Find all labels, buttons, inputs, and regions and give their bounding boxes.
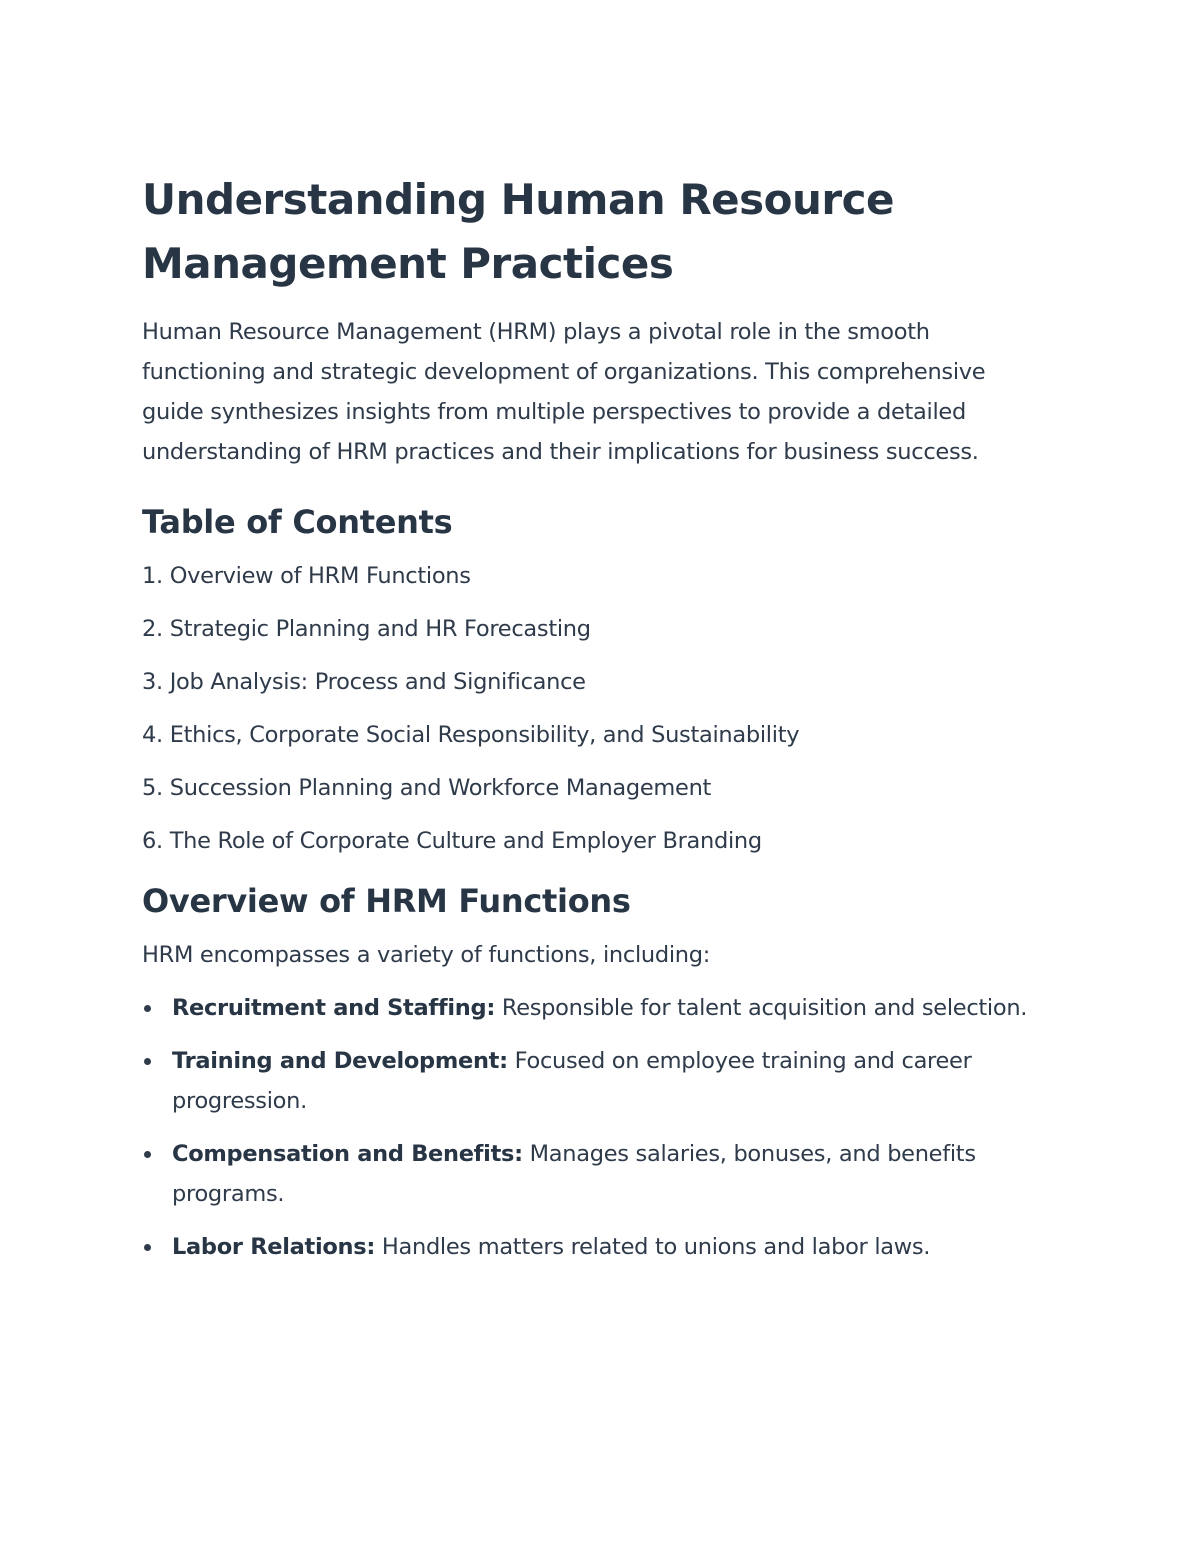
function-term: Compensation and Benefits: — [172, 1141, 523, 1167]
overview-lead: HRM encompasses a variety of functions, including: — [142, 942, 711, 968]
toc-heading: Table of Contents — [142, 503, 453, 541]
toc-item: 1. Overview of HRM Functions — [142, 563, 471, 589]
toc-item: 6. The Role of Corporate Culture and Employer Branding — [142, 828, 762, 854]
toc-item: 5. Succession Planning and Workforce Management — [142, 775, 712, 801]
document-title: Understanding Human Resource Management Practices — [142, 175, 894, 288]
list-item — [142, 1134, 1052, 1214]
toc-item: 4. Ethics, Corporate Social Responsibility, and Sustainability — [142, 722, 800, 748]
function-term: Training and Development: — [172, 1048, 508, 1074]
function-description: Focused on employee training and career progression. — [172, 1048, 972, 1114]
intro-paragraph: Human Resource Management (HRM) plays a pivotal role in the smooth functioning and strategic development of organizations. This comprehensive guide synthesizes insights from multiple perspectives to provide a detailed understanding of HRM practices and their implications for business success. — [142, 319, 986, 465]
toc-item: 2. Strategic Planning and HR Forecasting — [142, 616, 591, 642]
bullet-icon — [144, 1058, 151, 1065]
overview-heading: Overview of HRM Functions — [142, 882, 631, 920]
list-item — [142, 1041, 1052, 1121]
document-page — [142, 168, 1052, 1280]
bullet-icon — [144, 1005, 151, 1012]
function-term: Recruitment and Staffing: — [172, 995, 496, 1021]
function-description: Handles matters related to unions and labor laws. — [375, 1234, 931, 1260]
list-item — [142, 1227, 1052, 1267]
bullet-icon — [144, 1244, 151, 1251]
function-description: Manages salaries, bonuses, and benefits programs. — [172, 1141, 976, 1207]
functions-list — [142, 988, 1052, 1267]
function-description: Responsible for talent acquisition and selection. — [495, 995, 1028, 1021]
list-item — [142, 988, 1052, 1028]
toc-item: 3. Job Analysis: Process and Significance — [142, 669, 586, 695]
function-term: Labor Relations: — [172, 1234, 376, 1260]
bullet-icon — [144, 1151, 151, 1158]
table-of-contents — [142, 556, 1052, 861]
